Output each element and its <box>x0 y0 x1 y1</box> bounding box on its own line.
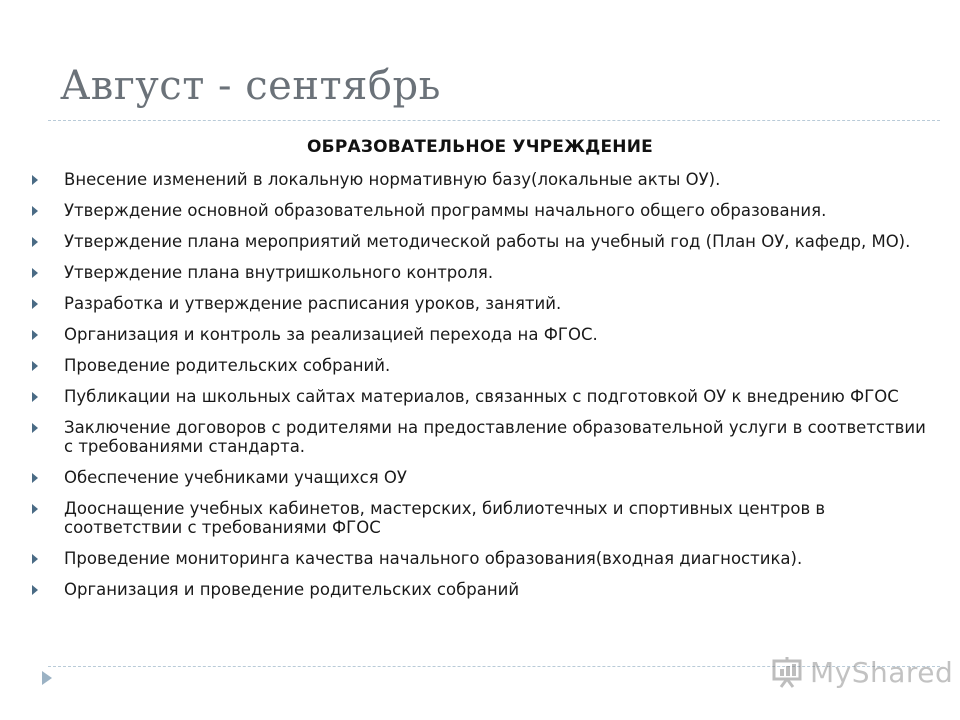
list-item <box>30 418 935 456</box>
watermark-text: MyShared <box>810 655 954 689</box>
list-item-text: Разработка и утверждение расписания уроков, занятий. <box>64 294 562 313</box>
list-item <box>30 263 935 282</box>
list-item <box>30 232 935 251</box>
list-item-text: Публикации на школьных сайтах материалов, связанных с подготовкой ОУ к внедрению ФГОС <box>64 387 899 406</box>
list-item-text: Утверждение плана внутришкольного контроля. <box>64 263 494 282</box>
list-item-text: Проведение родительских собраний. <box>64 356 391 375</box>
bullet-arrow-icon <box>32 504 38 514</box>
bullet-arrow-icon <box>32 330 38 340</box>
list-item <box>30 325 935 344</box>
list-item <box>30 580 935 599</box>
bullet-arrow-icon <box>32 585 38 595</box>
list-item-text: Утверждение плана мероприятий методической работы на учебный год (План ОУ, кафедр, МО). <box>64 232 911 251</box>
bullet-arrow-icon <box>32 392 38 402</box>
bullet-arrow-icon <box>32 175 38 185</box>
watermark <box>770 655 953 689</box>
bullet-arrow-icon <box>32 423 38 433</box>
list-item <box>30 356 935 375</box>
list-item <box>30 549 935 568</box>
presentation-icon <box>770 655 804 689</box>
list-item-text: Утверждение основной образовательной программы начального общего образования. <box>64 201 827 220</box>
bullet-list <box>30 170 935 611</box>
bullet-arrow-icon <box>32 237 38 247</box>
list-item <box>30 387 935 406</box>
bullet-arrow-icon <box>32 268 38 278</box>
list-item <box>30 201 935 220</box>
list-item <box>30 170 935 189</box>
list-item-text: Обеспечение учебниками учащихся ОУ <box>64 468 407 487</box>
bullet-arrow-icon <box>32 299 38 309</box>
list-item-text: Проведение мониторинга качества начального образования(входная диагностика). <box>64 549 803 568</box>
list-item <box>30 499 935 537</box>
list-item <box>30 468 935 487</box>
bullet-arrow-icon <box>32 554 38 564</box>
bullet-arrow-icon <box>32 206 38 216</box>
list-item <box>30 294 935 313</box>
section-heading: ОБРАЗОВАТЕЛЬНОЕ УЧРЕЖДЕНИЕ <box>307 137 653 157</box>
bullet-arrow-icon <box>32 361 38 371</box>
bullet-arrow-icon <box>32 473 38 483</box>
slide-title: Август - сентябрь <box>60 63 441 109</box>
list-item-text: Заключение договоров с родителями на предоставление образовательной услуги в соответствии с требованиями стандарта. <box>64 418 926 456</box>
corner-arrow-icon <box>42 671 52 685</box>
list-item-text: Организация и проведение родительских собраний <box>64 580 520 599</box>
list-item-text: Дооснащение учебных кабинетов, мастерских, библиотечных и спортивных центров в соответствии с требованиями ФГОС <box>64 499 826 537</box>
title-divider <box>48 120 940 121</box>
list-item-text: Внесение изменений в локальную нормативную базу(локальные акты ОУ). <box>64 170 721 189</box>
list-item-text: Организация и контроль за реализацией перехода на ФГОС. <box>64 325 598 344</box>
